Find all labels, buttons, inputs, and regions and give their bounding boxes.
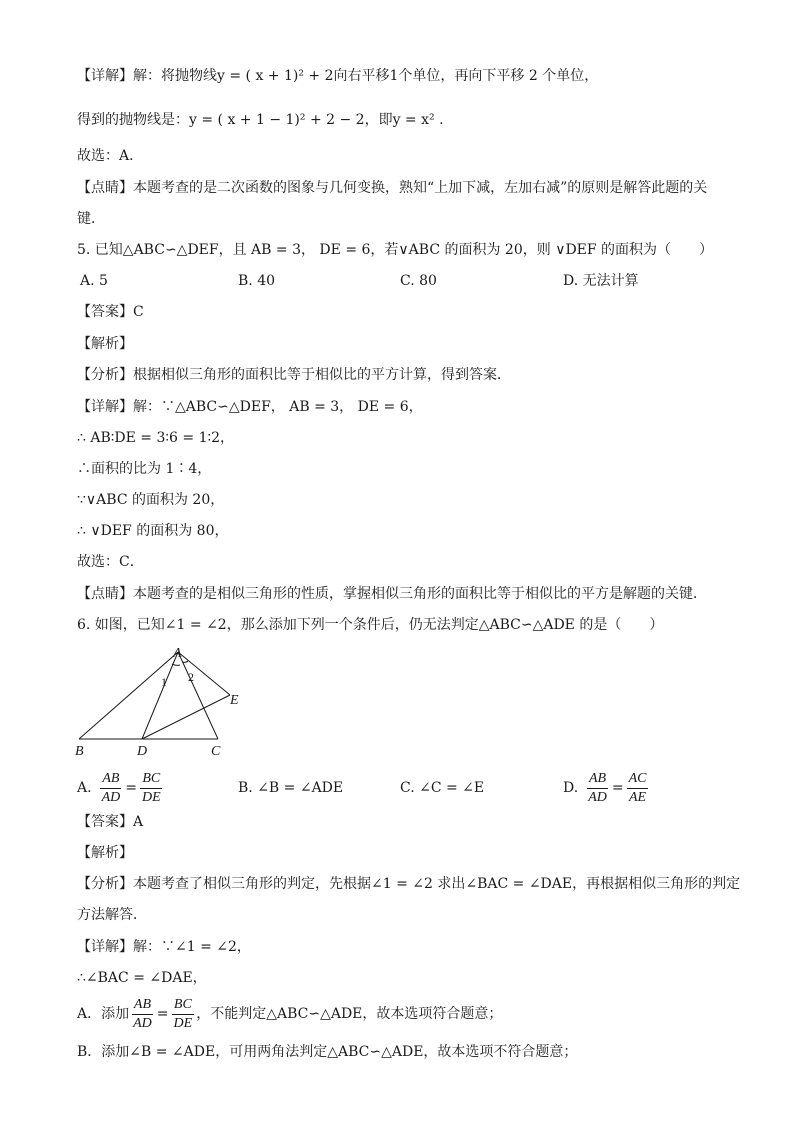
text-line: 键．: [77, 211, 105, 227]
text-line: 故选：C．: [77, 554, 144, 570]
triangle-figure: [70, 642, 260, 762]
text-line: 故选：A．: [77, 148, 144, 164]
denominator: AD: [588, 789, 607, 805]
text-line: 【详解】解：将抛物线y = ( x + 1)² + 2向右平移1个单位，再向下平移 2 个单位，: [77, 68, 599, 84]
angle-1-arc: [172, 664, 180, 665]
text-line: 【分析】根据相似三角形的面积比等于相似比的平方计算，得到答案．: [77, 367, 511, 383]
segment-ad: [142, 652, 178, 739]
text-line: ∴面积的比为 1∶4，: [77, 461, 212, 477]
q5-option-c: C. 80: [400, 273, 437, 289]
question-6-stem: 6. 如图，已知∠1 = ∠2，那么添加下列一个条件后，仍无法判定△ABC∽△ADE 的是（ ）: [77, 617, 664, 633]
denominator: AD: [133, 1015, 152, 1031]
point-c-label: C: [211, 744, 221, 759]
q6-option-a: [77, 768, 165, 808]
equals-sign: =: [156, 1006, 169, 1022]
denominator: AD: [101, 789, 121, 805]
equals-sign: =: [611, 780, 624, 796]
detail-option-a-line: [77, 994, 502, 1034]
analysis-heading: 【解析】: [77, 845, 133, 861]
text-line: B．添加∠B = ∠ADE，可用两角法判定△ABC∽△ADE，故本选项不符合题意；: [77, 1044, 578, 1060]
text-line: 【分析】本题考查了相似三角形的判定，先根据∠1 = ∠2 求出∠BAC = ∠DAE，再根据相似三角形的判定: [77, 876, 741, 892]
text-line: 【详解】解：∵∠1 = ∠2，: [77, 939, 251, 955]
numerator: AB: [132, 996, 153, 1015]
option-letter: D.: [563, 780, 579, 796]
denominator: DE: [173, 1015, 193, 1031]
text-line: 得到的抛物线是：y = ( x + 1 − 1)² + 2 − 2，即y = x² .: [77, 112, 444, 128]
question-5-stem: 5. 已知△ABC∽△DEF，且 AB = 3， DE = 6，若∨ABC 的面积为 20，则 ∨DEF 的面积为（ ）: [77, 242, 714, 258]
text-line: 【详解】解：∵△ABC∽△DEF， AB = 3， DE = 6，: [77, 399, 423, 415]
text-line: 【点睛】本题考查的是相似三角形的性质，掌握相似三角形的面积比等于相似比的平方是解题的关键．: [77, 586, 707, 602]
point-b-label: B: [75, 744, 84, 759]
q6-option-b: B. ∠B = ∠ADE: [238, 780, 344, 796]
text-line: 【点睛】本题考查的是二次函数的图象与几何变换，熟知“上加下减，左加右减”的原则是解答此题的关: [77, 180, 708, 196]
numerator: AB: [587, 770, 608, 789]
denominator: AE: [628, 789, 647, 805]
fraction: [627, 770, 649, 807]
text-prefix: A．添加: [77, 1006, 130, 1022]
denominator: DE: [141, 789, 161, 805]
numerator: AB: [100, 770, 121, 789]
numerator: BC: [140, 770, 162, 789]
q6-option-c: C. ∠C = ∠E: [400, 780, 485, 796]
text-line: ∴∠BAC = ∠DAE，: [77, 970, 207, 986]
answer-label: 【答案】C: [77, 304, 144, 320]
analysis-heading: 【解析】: [77, 336, 133, 352]
angle-1-label: 1: [161, 675, 167, 689]
segment-ac: [178, 652, 218, 739]
point-d-label: D: [137, 744, 148, 759]
fraction: [586, 770, 609, 807]
point-a-label: A: [173, 646, 182, 661]
point-e-label: E: [230, 693, 239, 708]
fraction: [131, 996, 154, 1033]
text-line: 方法解答．: [77, 907, 147, 923]
answer-label: 【答案】A: [77, 814, 144, 830]
angle-2-label: 2: [188, 670, 194, 684]
text-line: ∴ ∨DEF 的面积为 80，: [77, 523, 229, 539]
numerator: AC: [627, 770, 649, 789]
q6-option-d: [563, 768, 650, 808]
fraction: [100, 770, 123, 807]
q5-option-a: A. 5: [80, 273, 108, 289]
fraction: [172, 996, 195, 1033]
equals-sign: =: [125, 780, 137, 796]
option-letter: A.: [77, 780, 92, 796]
q5-option-b: B. 40: [238, 273, 276, 289]
text-suffix: ，不能判定△ABC∽△ADE，故本选项符合题意；: [196, 1006, 503, 1022]
text-line: ∴ AB∶DE = 3∶6 = 1∶2，: [77, 430, 235, 446]
q5-option-d: D. 无法计算: [563, 273, 639, 289]
numerator: BC: [172, 996, 194, 1015]
segment-ae: [178, 652, 230, 695]
segment-de: [142, 695, 230, 739]
fraction: [140, 770, 163, 807]
segment-ab: [79, 652, 178, 739]
text-line: ∵∨ABC 的面积为 20，: [77, 492, 225, 508]
